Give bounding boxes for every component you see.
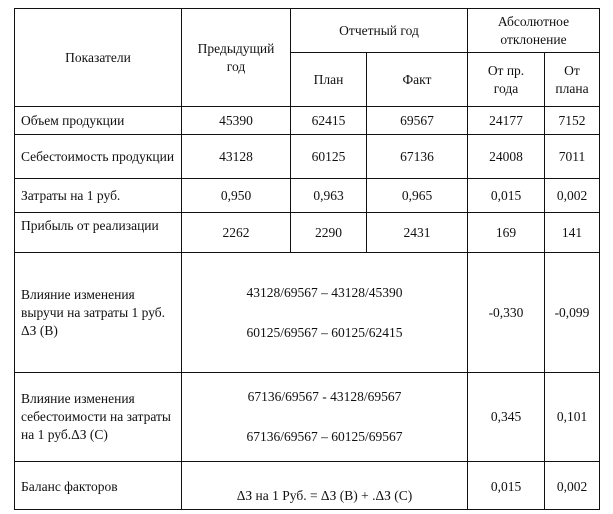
cell-dev-plan: -0,099 bbox=[545, 253, 600, 373]
row-label: Прибыль от реализации bbox=[21, 218, 159, 233]
table-row bbox=[15, 213, 600, 253]
table-row bbox=[15, 135, 600, 179]
header-from-prev-year: От пр. года bbox=[468, 53, 545, 107]
balance-label: Баланс факторов bbox=[15, 462, 182, 510]
factor-row bbox=[15, 253, 600, 373]
cell-dev-prev: 24177 bbox=[468, 107, 545, 135]
factor-formula: 67136/69567 – 60125/69567 bbox=[246, 429, 403, 444]
cell-prev: 0,950 bbox=[182, 179, 291, 213]
cell-dev-plan: 0,002 bbox=[545, 462, 600, 510]
cell-plan: 0,963 bbox=[291, 179, 367, 213]
cell-dev-prev: 24008 bbox=[468, 135, 545, 179]
cell-fact: 67136 bbox=[367, 135, 468, 179]
cell-plan: 62415 bbox=[291, 107, 367, 135]
factor-label: Влияние изменения себестоимости на затраты на 1 руб.ΔЗ (С) bbox=[15, 373, 182, 462]
cell-dev-plan: 7011 bbox=[545, 135, 600, 179]
cell-dev-prev: -0,330 bbox=[468, 253, 545, 373]
cell-dev-plan: 0,101 bbox=[545, 373, 600, 462]
cell-dev-prev: 0,015 bbox=[468, 462, 545, 510]
header-indicators: Показатели bbox=[15, 9, 182, 107]
cell-dev-plan: 7152 bbox=[545, 107, 600, 135]
header-fact: Факт bbox=[367, 53, 468, 107]
factor-label: Влияние изменения выручи на затраты 1 руб. ΔЗ (В) bbox=[15, 253, 182, 373]
cell-dev-plan: 0,002 bbox=[545, 179, 600, 213]
factor-formula: 67136/69567 - 43128/69567 bbox=[247, 389, 402, 404]
row-label: Объем продукции bbox=[15, 107, 182, 135]
factor-row bbox=[15, 373, 600, 462]
header-reporting-year: Отчетный год bbox=[291, 9, 468, 53]
row-label: Себестоимость продукции bbox=[15, 135, 182, 179]
header-previous-year: Предыдущий год bbox=[182, 9, 291, 107]
analysis-table bbox=[14, 8, 600, 510]
cell-fact: 69567 bbox=[367, 107, 468, 135]
cell-dev-prev: 169 bbox=[468, 213, 545, 253]
cell-fact: 2431 bbox=[367, 213, 468, 253]
header-absolute-deviation: Абсолютное отклонение bbox=[468, 9, 600, 53]
cell-prev: 43128 bbox=[182, 135, 291, 179]
header-from-plan: От плана bbox=[545, 53, 600, 107]
factor-formula: 43128/69567 – 43128/45390 bbox=[246, 284, 403, 300]
cell-prev: 2262 bbox=[182, 213, 291, 253]
row-label: Затраты на 1 руб. bbox=[15, 179, 182, 213]
table-row bbox=[15, 179, 600, 213]
balance-formula: ΔЗ на 1 Руб. = ΔЗ (В) + .ΔЗ (С) bbox=[182, 462, 468, 510]
factor-formula: 60125/69567 – 60125/62415 bbox=[246, 324, 403, 340]
cell-prev: 45390 bbox=[182, 107, 291, 135]
cell-plan: 60125 bbox=[291, 135, 367, 179]
cell-dev-plan: 141 bbox=[545, 213, 600, 253]
cell-fact: 0,965 bbox=[367, 179, 468, 213]
cell-dev-prev: 0,345 bbox=[468, 373, 545, 462]
balance-row bbox=[15, 462, 600, 510]
table-row bbox=[15, 107, 600, 135]
cell-plan: 2290 bbox=[291, 213, 367, 253]
cell-dev-prev: 0,015 bbox=[468, 179, 545, 213]
header-plan: План bbox=[291, 53, 367, 107]
